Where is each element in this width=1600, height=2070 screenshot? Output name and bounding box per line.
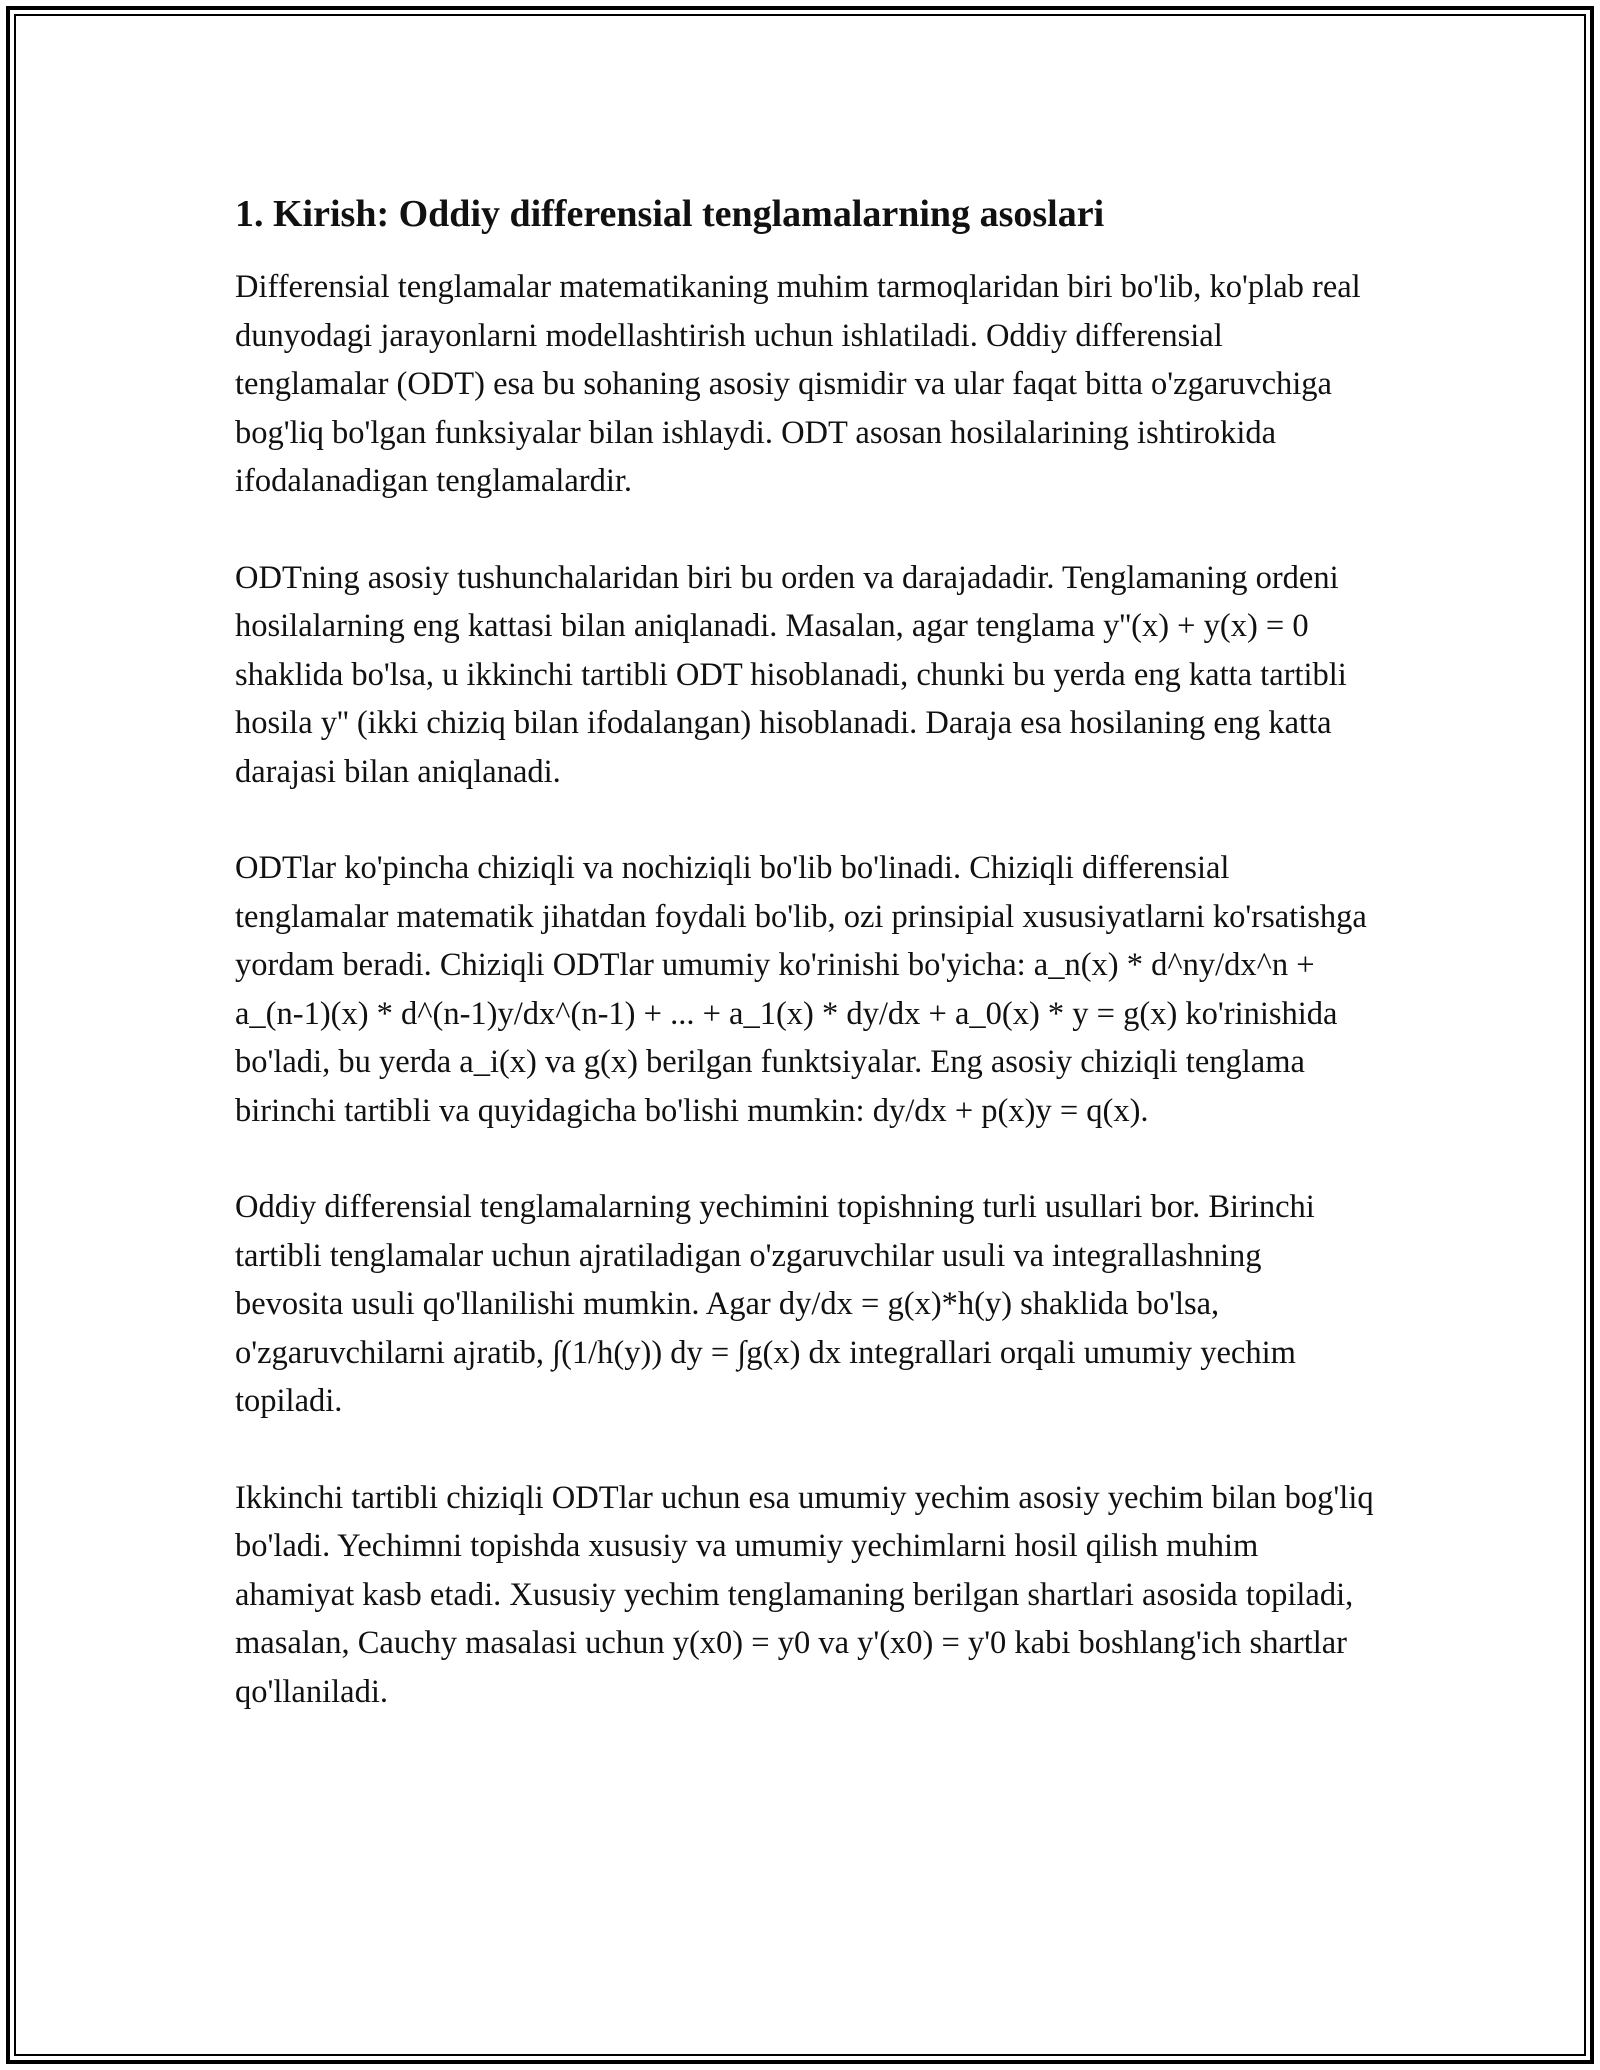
- paragraph-linear-odt: ODTlar ko'pincha chiziqli va nochiziqli bo'lib bo'linadi. Chiziqli differensial tenglamalar matematik jihatdan foydali bo'lib, ozi prinsipial xususiyatlarni ko'rsatishga yordam beradi. Chiziqli ODTlar umumiy ko'rinishi bo'yicha: a_n(x) * d^ny/dx^n + a_(n-1)(x) * d^(n-1)y/dx^(n-1) + ... + a_1(x) * dy/dx + a_0(x) * y = g(x) ko'rinishida bo'ladi, bu yerda a_i(x) va g(x) berilgan funktsiyalar. Eng asosiy chiziqli tenglama birinchi tartibli va quyidagicha bo'lishi mumkin: dy/dx + p(x)y = q(x).: [235, 850, 1367, 1129]
- paragraph-order-degree: ODTning asosiy tushunchalaridan biri bu orden va darajadadir. Tenglamaning ordeni hosilalarning eng kattasi bilan aniqlanadi. Masalan, agar tenglama y''(x) + y(x) = 0 shaklida bo'lsa, u ikkinchi tartibli ODT hisoblanadi, chunki bu yerda eng katta tartibli hosila y'' (ikki chiziq bilan ifodalangan) hisoblanadi. Daraja esa hosilaning eng katta darajasi bilan aniqlanadi.: [235, 559, 1347, 790]
- paragraph-solution-methods: Oddiy differensial tenglamalarning yechimini topishning turli usullari bor. Birinchi tartibli tenglamalar uchun ajratiladigan o'zgaruvchilar usuli va integrallashning bevosita usuli qo'llanilishi mumkin. Agar dy/dx = g(x)*h(y) shaklida bo'lsa, o'zgaruvchilarni ajratib, ∫(1/h(y)) dy = ∫g(x) dx integrallari orqali umumiy yechim topiladi.: [235, 1189, 1315, 1419]
- paragraph-second-order: Ikkinchi tartibli chiziqli ODTlar uchun esa umumiy yechim asosiy yechim bilan bog'liq bo'ladi. Yechimni topishda xususiy va umumiy yechimlarni hosil qilish muhim ahamiyat kasb etadi. Xususiy yechim tenglamaning berilgan shartlari asosida topiladi, masalan, Cauchy masalasi uchun y(x0) = y0 va y'(x0) = y'0 kabi boshlang'ich shartlar qo'llaniladi.: [235, 1479, 1374, 1710]
- document-body: [235, 185, 1375, 1764]
- paragraph-intro: Differensial tenglamalar matematikaning muhim tarmoqlaridan biri bo'lib, ko'plab real dunyodagi jarayonlarni modellashtirish uchun ishlatiladi. Oddiy differensial tenglamalar (ODT) esa bu sohaning asosiy qismidir va ular faqat bitta o'zgaruvchiga bog'liq bo'lgan funksiyalar bilan ishlaydi. ODT asosan hosilalarining ishtirokida ifodalanadigan tenglamalardir.: [235, 269, 1361, 499]
- section-heading: 1. Kirish: Oddiy differensial tenglamalarning asoslari: [235, 193, 1105, 235]
